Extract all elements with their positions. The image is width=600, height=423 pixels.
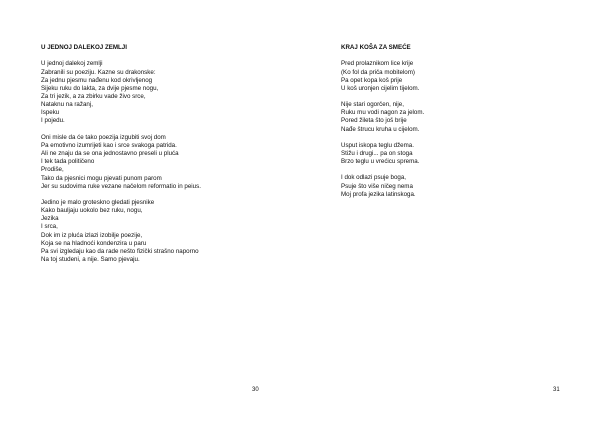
poem-line: Nije stari ogorčen, nije, xyxy=(341,101,404,109)
poem-line: Jezika xyxy=(41,215,59,223)
poem-line: Usput iskopa teglu džema. xyxy=(341,141,414,149)
poem-line: Na toj studeni, a nije. Samo pjevaju. xyxy=(41,256,140,264)
poem-line: Koja se na hladnoći kondenzira u paru xyxy=(41,239,147,247)
poem-line: U koš uronjen cijelim tijelom. xyxy=(341,84,420,92)
stanza xyxy=(341,142,424,166)
stanza xyxy=(341,60,424,93)
poem-line: U jednoj dalekoj zemlji xyxy=(41,60,103,68)
page-number: 30 xyxy=(252,387,259,393)
stanza xyxy=(41,134,201,191)
poem-title: KRAJ KOŠA ZA SMEĆE xyxy=(341,44,411,51)
poem-line: I dok odlazi psuje boga, xyxy=(341,174,407,182)
poem-line: Zabranili su poeziju. Kazne su drakonske: xyxy=(41,68,156,76)
poem-line: Dok im iz pluća izlazi izobilje poezije, xyxy=(41,231,143,239)
poem-line: Pa emotivno izumrijeti kao i srce svakoga patrida. xyxy=(41,141,177,149)
stanza xyxy=(41,199,201,264)
poem-title: U JEDNOJ DALEKOJ ZEMLJI xyxy=(41,44,127,51)
poem-line: Oni misle da će tako poezija izgubiti svoj dom xyxy=(41,133,166,141)
poem-line: Brzo teglu u vrećicu sprema. xyxy=(341,158,420,166)
page-number: 31 xyxy=(553,387,560,393)
poem-line: Kako bauljaju uokolo bez ruku, nogu, xyxy=(41,207,143,215)
right-page xyxy=(300,0,600,423)
poem-line: I pojedu. xyxy=(41,117,65,125)
stanza xyxy=(341,174,424,198)
poem-line: I tek tada političeno xyxy=(41,158,95,166)
poem-line: Jedino je malo groteskno gledati pjesnike xyxy=(41,198,155,206)
poem-line: Nataknu na ražanj, xyxy=(41,101,93,109)
poem-line: Pa opet kopa koš prije xyxy=(341,76,403,84)
poem-line: Psuje što više ničeg nema xyxy=(341,182,413,190)
poem-line: Moj profa jezika latinskoga. xyxy=(341,190,416,198)
poem-line: Za tri jezik, a za zbirku vade živo srce, xyxy=(41,92,146,100)
poem-line: Sijeku ruku do lakta, za dvije pjesme nogu, xyxy=(41,84,159,92)
poem-line: Za jednu pjesmu nađenu kod okrivljenog xyxy=(41,76,153,84)
poem-line: Pred prolaznikom lice krije xyxy=(341,60,414,68)
poem-line: Prodiše, xyxy=(41,166,64,174)
poem-line: Ali ne znaju da se ona jednostavno preseli u pluća xyxy=(41,150,179,158)
poem-line: Pa svi izgledaju kao da rade nešto fizički strašno naporno xyxy=(41,247,199,255)
poem-line: Stižu i drugi... pa on stoga xyxy=(341,150,413,158)
poem-line: Ruku mu vodi nagon za jelom. xyxy=(341,109,425,117)
poem-line: Jer su sudovima ruke vezane načelom reformatio in peius. xyxy=(41,182,201,190)
poem-kraj-kosa-za-smece xyxy=(341,44,424,207)
stanza xyxy=(41,60,201,125)
poem-line: (Ko fol da priča mobitelom) xyxy=(341,68,415,76)
poem-line: Nađe štrucu kruha u cijelom. xyxy=(341,125,420,133)
stanza xyxy=(341,101,424,134)
poem-line: Tako da pjesnici mogu pjevati punom parom xyxy=(41,174,162,182)
poem-u-jednoj-dalekoj-zemlji xyxy=(41,44,201,272)
poem-line: Ispeku xyxy=(41,109,60,117)
poem-line: Pored žileta što još brije xyxy=(341,117,407,125)
poem-line: I srca, xyxy=(41,223,58,231)
